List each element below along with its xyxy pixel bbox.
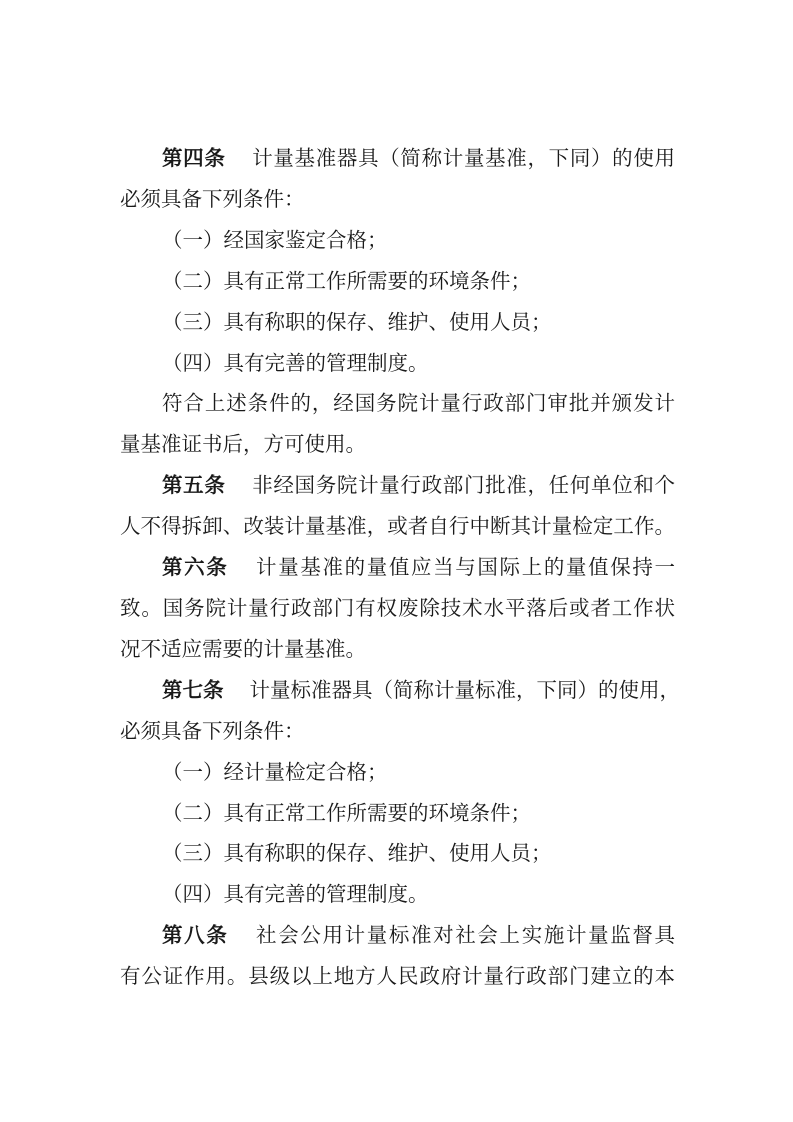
article-4-condition-2: （二）具有正常工作所需要的环境条件； [162,268,531,293]
article-4-condition-3: （三）具有称职的保存、维护、使用人员； [162,309,552,334]
article-5-heading: 第五条 [162,473,226,498]
document-body [120,138,680,997]
article-7-heading: 第七条 [162,677,224,702]
article-4-condition-1: （一）经国家鉴定合格； [162,227,388,252]
article-5-text-1: 非经国务院计量行政部门批准，任何单位和个 [251,473,676,498]
article-7-condition-3: （三）具有称职的保存、维护、使用人员； [162,841,552,866]
article-6-text-1: 计量基准的量值应当与国际上的量值保持一 [254,555,676,580]
article-7-text-1: 计量标准器具（简称计量标准，下同）的使用， [249,677,680,702]
article-4-line-2: 必须具备下列条件： [120,186,305,211]
article-8-line-1 [120,915,675,956]
article-4-text-1: 计量基准器具（简称计量基准，下同）的使用 [251,146,676,170]
article-6-line-2: 致。国务院计量行政部门有权废除技术水平落后或者工作状 [120,595,675,620]
article-4-condition-4: （四）具有完善的管理制度。 [162,350,429,375]
article-4-paragraph-line-2: 量基准证书后，方可使用。 [120,432,366,457]
article-5-line-2: 人不得拆卸、改装计量基准，或者自行中断其计量检定工作。 [120,514,675,539]
article-7-condition-4: （四）具有完善的管理制度。 [162,882,429,907]
article-7-condition-2: （二）具有正常工作所需要的环境条件； [162,800,531,825]
article-7-line-2: 必须具备下列条件： [120,718,305,743]
article-7-line-1 [120,670,680,711]
article-8-text-1: 社会公用计量标准对社会上实施计量监督具 [254,923,676,948]
article-7-condition-1: （一）经计量检定合格； [162,759,388,784]
article-6-heading: 第六条 [162,555,229,580]
article-8-heading: 第八条 [162,923,229,948]
article-5-line-1 [120,465,675,506]
article-4-paragraph-line-1: 符合上述条件的，经国务院计量行政部门审批并颁发计 [162,391,675,416]
article-6-line-1 [120,547,675,588]
article-6-line-3: 况不适应需要的计量基准。 [120,636,366,661]
article-4-heading: 第四条 [162,146,226,170]
article-4-line-1 [120,138,675,179]
article-8-line-2: 有公证作用。县级以上地方人民政府计量行政部门建立的本 [120,964,675,989]
